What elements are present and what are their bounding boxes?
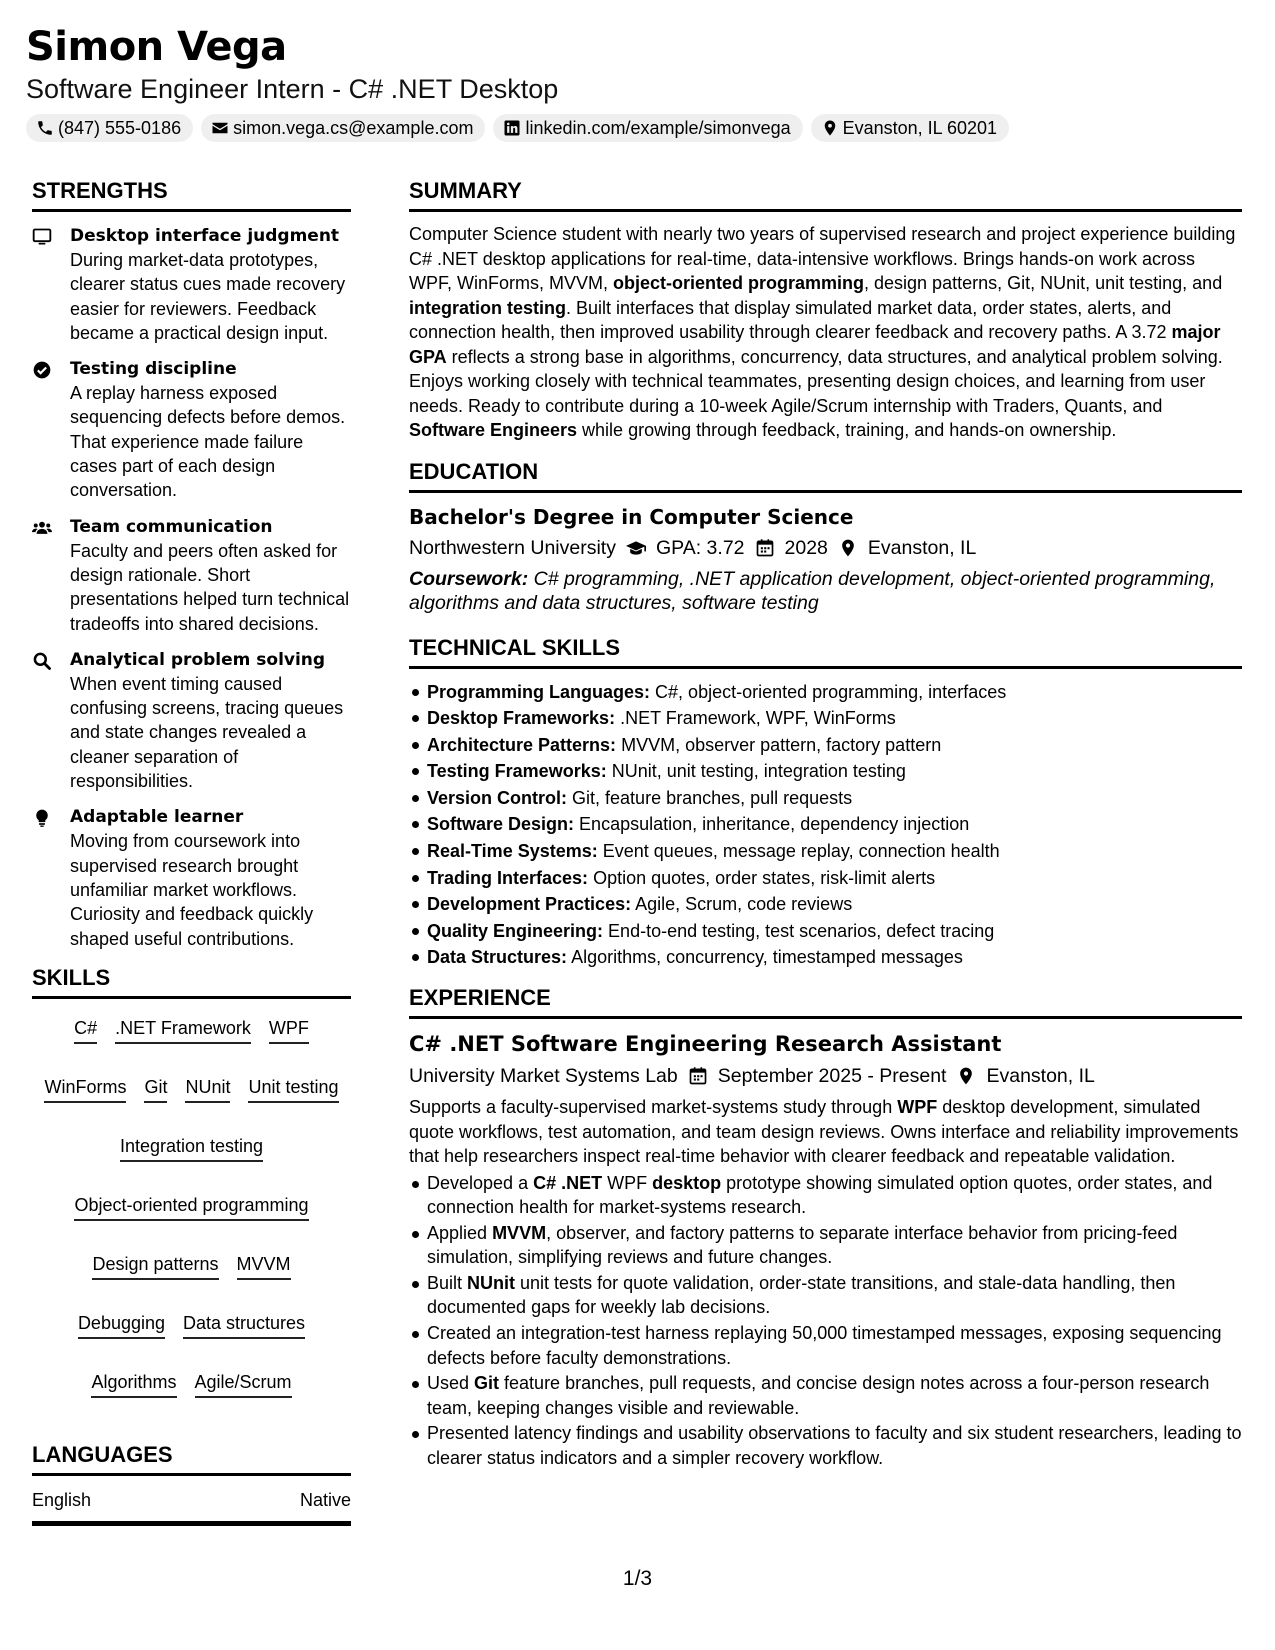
job-meta <box>409 1061 1242 1091</box>
strength-item <box>32 648 351 793</box>
graduation-cap-icon <box>626 538 646 558</box>
map-pin-icon <box>821 119 839 137</box>
language-level: Native <box>299 1489 351 1510</box>
right-column <box>409 178 1242 1472</box>
skill-tag: MVVM <box>237 1253 291 1280</box>
strength-desc: When event timing caused confusing screens, tracing queues and state changes revealed a cleaner separation of responsibilities. <box>70 673 344 792</box>
strength-desc: A replay harness exposed sequencing defects before demos. That experience made failure cases part of each design conversation. <box>70 383 346 501</box>
list-item: Programming Languages: C#, object-oriented programming, interfaces <box>409 679 1242 706</box>
job-title: C# .NET Software Engineering Research Assistant <box>409 1032 1002 1057</box>
education-location: Evanston, IL <box>867 536 977 559</box>
map-pin-icon <box>956 1066 976 1086</box>
language-name: English <box>32 1489 92 1510</box>
strength-desc: Moving from coursework into supervised research brought unfamiliar market workflows. Curiosity and feedback quickly shaped useful contributions. <box>70 831 314 949</box>
list-item: Quality Engineering: End-to-end testing, test scenarios, defect tracing <box>409 918 1242 945</box>
skill-tag: Unit testing <box>248 1076 338 1103</box>
strength-title: Testing discipline <box>70 359 237 380</box>
left-column <box>32 178 351 1526</box>
contact-bar <box>26 114 1009 142</box>
degree-title: Bachelor's Degree in Computer Science <box>409 504 854 529</box>
list-item: Built NUnit unit tests for quote validation, order-state transitions, and stale-data handling, then documented gaps for weekly lab decisions. <box>409 1271 1242 1320</box>
education-meta <box>409 533 1242 563</box>
strength-desc: Faculty and peers often asked for design rationale. Short presentations helped turn technical tradeoffs into shared decisions. <box>70 540 350 634</box>
calendar-icon <box>688 1066 708 1086</box>
page-number: 1/3 <box>622 1567 653 1590</box>
school-name: Northwestern University <box>409 536 616 559</box>
strength-desc: During market-data prototypes, clearer status cues made recovery easier for reviewers. Feedback became a practical design input. <box>70 250 346 343</box>
users-icon <box>32 518 52 538</box>
skill-tag: Integration testing <box>120 1135 263 1162</box>
organization-name: University Market Systems Lab <box>409 1065 678 1088</box>
contact-email[interactable] <box>201 114 485 142</box>
education-heading: EDUCATION <box>409 459 1242 493</box>
skill-tag: WinForms <box>44 1076 126 1103</box>
strength-title: Adaptable learner <box>70 807 244 828</box>
strength-item <box>32 805 351 950</box>
skills-heading: SKILLS <box>32 965 351 999</box>
strength-item <box>32 224 351 345</box>
skill-tag: C# <box>74 1017 97 1044</box>
strength-item <box>32 357 351 502</box>
location-text: Evanston, IL 60201 <box>842 118 998 138</box>
envelope-icon <box>211 119 229 137</box>
list-item: Desktop Frameworks: .NET Framework, WPF, WinForms <box>409 705 1242 732</box>
contact-phone[interactable] <box>26 114 193 142</box>
list-item: Development Practices: Agile, Scrum, code reviews <box>409 891 1242 918</box>
skill-tag: Agile/Scrum <box>195 1371 292 1398</box>
coursework: Coursework: C# programming, .NET application development, object-oriented programming, algorithms and data structures, software testing <box>409 567 1216 614</box>
phone-text: (847) 555-0186 <box>58 118 182 138</box>
phone-icon <box>36 119 54 137</box>
monitor-icon <box>32 227 52 247</box>
calendar-icon <box>755 538 775 558</box>
language-row <box>32 1486 351 1526</box>
skill-tag: Git <box>144 1076 167 1103</box>
list-item: Applied MVVM, observer, and factory patterns to separate interface behavior from pricing-feed simulation, simplifying reviews and future changes. <box>409 1221 1242 1270</box>
linkedin-icon <box>503 119 521 137</box>
candidate-title: Software Engineer Intern - C# .NET Desktop <box>26 74 559 104</box>
lightbulb-icon <box>32 808 52 828</box>
check-circle-icon <box>32 360 52 380</box>
graduation-year: 2028 <box>784 536 828 559</box>
contact-location <box>811 114 1009 142</box>
skill-tag: NUnit <box>185 1076 230 1103</box>
list-item: Architecture Patterns: MVVM, observer pattern, factory pattern <box>409 732 1242 759</box>
experience-heading: EXPERIENCE <box>409 985 1242 1019</box>
strengths-list <box>32 222 351 951</box>
list-item: Version Control: Git, feature branches, pull requests <box>409 785 1242 812</box>
map-pin-icon <box>838 538 858 558</box>
list-item: Testing Frameworks: NUnit, unit testing, integration testing <box>409 758 1242 785</box>
job-dates: September 2025 - Present <box>717 1065 947 1088</box>
gpa-text: GPA: 3.72 <box>655 536 745 559</box>
list-item: Data Structures: Algorithms, concurrency, timestamped messages <box>409 944 1242 971</box>
skill-tag: Object-oriented programming <box>74 1194 308 1221</box>
skill-tag: Data structures <box>183 1312 305 1339</box>
job-intro: Supports a faculty-supervised market-systems study through WPF desktop development, simulated quote workflows, test automation, and team design reviews. Owns interface and reliability improvements that help researchers inspect real-time behavior with clearer feedback and repeatable validation. <box>409 1097 1239 1167</box>
list-item: Presented latency findings and usability observations to faculty and six student researchers, leading to clearer status indicators and a simpler recovery workflow. <box>409 1421 1242 1470</box>
search-icon <box>32 651 52 671</box>
skill-tag: Algorithms <box>91 1371 176 1398</box>
list-item: Developed a C# .NET WPF desktop prototype showing simulated option quotes, order states, and connection health for market-systems research. <box>409 1171 1242 1220</box>
technical-skills-heading: TECHNICAL SKILLS <box>409 635 1242 669</box>
list-item: Software Design: Encapsulation, inheritance, dependency injection <box>409 811 1242 838</box>
list-item: Real-Time Systems: Event queues, message replay, connection health <box>409 838 1242 865</box>
strength-title: Desktop interface judgment <box>70 226 340 246</box>
list-item: Created an integration-test harness replaying 50,000 timestamped messages, exposing sequencing defects before faculty demonstrations. <box>409 1321 1242 1370</box>
strengths-heading: STRENGTHS <box>32 178 351 212</box>
job-location: Evanston, IL <box>986 1065 1095 1088</box>
skill-tags <box>32 1009 351 1398</box>
contact-linkedin[interactable] <box>493 114 802 142</box>
technical-skills-list <box>409 679 1242 972</box>
skill-tag: WPF <box>269 1017 309 1044</box>
summary-heading: SUMMARY <box>409 178 1242 212</box>
list-item: Trading Interfaces: Option quotes, order states, risk-limit alerts <box>409 865 1242 892</box>
summary-text: Computer Science student with nearly two years of supervised research and project experience building C# .NET desktop applications for real-time, data-intensive workflows. Brings hands-on work across WPF, WinForms, MVVM, object-oriented programming, design patterns, Git, NUnit, unit testing, and integration testing. Built interfaces that display simulated market data, order states, alerts, and connection health, then improved usability through clearer feedback and recovery paths. A 3.72 major GPA reflects a strong base in algorithms, concurrency, data structures, and analytical problem solving. Enjoys working closely with technical teammates, presenting design choices, and learning from user needs. Ready to contribute during a 10-week Agile/Scrum internship with Traders, Quants, and Software Engineers while growing through feedback, training, and hands-on ownership. <box>409 224 1236 440</box>
skill-tag: Design patterns <box>92 1253 218 1280</box>
skill-tag: .NET Framework <box>115 1017 251 1044</box>
list-item: Used Git feature branches, pull requests, and concise design notes across a four-person research team, keeping changes visible and reviewable. <box>409 1371 1242 1420</box>
experience-bullets <box>409 1171 1242 1471</box>
linkedin-text: linkedin.com/example/simonvega <box>525 118 791 138</box>
strength-title: Team communication <box>70 516 273 537</box>
email-text: simon.vega.cs@example.com <box>233 118 474 138</box>
skill-tag: Debugging <box>78 1312 165 1339</box>
strength-title: Analytical problem solving <box>70 649 326 670</box>
candidate-name: Simon Vega <box>26 24 287 70</box>
languages-heading: LANGUAGES <box>32 1442 351 1476</box>
strength-item <box>32 515 351 636</box>
